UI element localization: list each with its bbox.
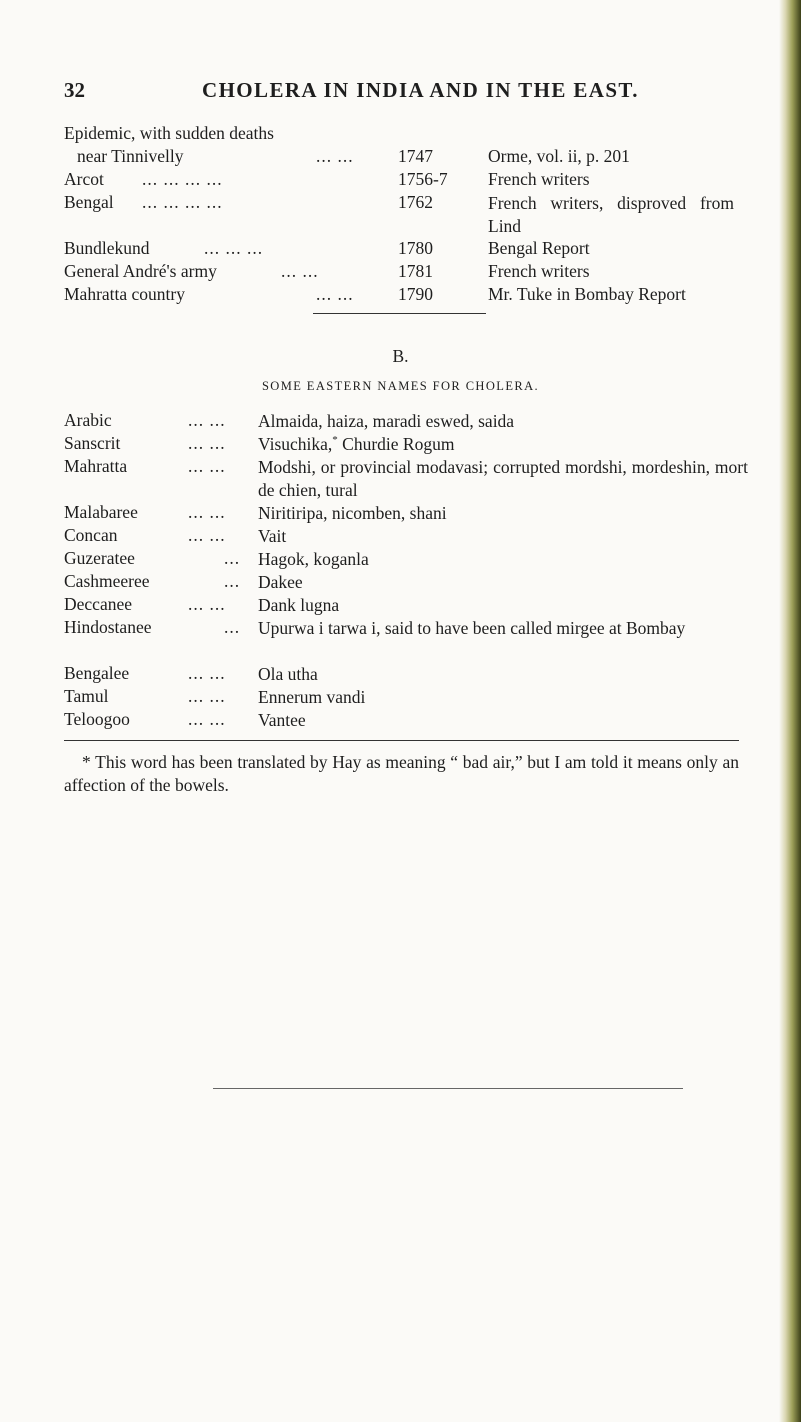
leader-dots: ... ... bbox=[316, 284, 354, 304]
cholera-names: Upurwa i tarwa i, said to have been called mirgee at Bombay bbox=[258, 618, 686, 638]
page-number: 32 bbox=[64, 78, 85, 102]
leader-dots: ... ... ... ... bbox=[142, 169, 223, 189]
epidemic-year: 1781 bbox=[398, 261, 433, 281]
epidemic-year: 1762 bbox=[398, 192, 433, 212]
leader-dots: ... ... bbox=[188, 709, 226, 729]
cholera-names: Ola utha bbox=[258, 664, 318, 684]
cholera-names: Vait bbox=[258, 526, 287, 546]
running-head: CHOLERA IN INDIA AND IN THE EAST. bbox=[202, 78, 639, 102]
leader-dots: ... ... bbox=[188, 456, 226, 476]
epidemic-place: near Tinnivelly bbox=[77, 146, 184, 166]
leader-dots: ... ... bbox=[188, 525, 226, 545]
language-label: Arabic bbox=[64, 410, 112, 430]
language-label: Teloogoo bbox=[64, 709, 130, 729]
epidemic-year: 1790 bbox=[398, 284, 433, 304]
cholera-names: Ennerum vandi bbox=[258, 687, 366, 707]
language-label: Bengalee bbox=[64, 663, 130, 683]
language-label: Deccanee bbox=[64, 594, 132, 614]
cholera-names: Niritiripa, nicomben, shani bbox=[258, 503, 447, 523]
section-letter: B. bbox=[392, 346, 409, 366]
leader-dots: ... ... bbox=[188, 502, 226, 522]
footnote-mark: * bbox=[332, 434, 338, 447]
cholera-names-part: Churdie Rogum bbox=[337, 434, 455, 454]
epidemic-place: General André's army bbox=[64, 261, 217, 281]
footnote bbox=[64, 751, 739, 797]
page-edge-shadow bbox=[779, 0, 801, 1422]
epidemic-source: French writers bbox=[488, 261, 590, 281]
language-label: Guzeratee bbox=[64, 548, 135, 568]
language-label: Malabaree bbox=[64, 502, 138, 522]
cholera-names bbox=[258, 433, 733, 456]
leader-dots: ... ... bbox=[316, 146, 354, 166]
language-label: Cashmeeree bbox=[64, 571, 150, 591]
cholera-names: Vantee bbox=[258, 710, 306, 730]
leader-dots: ... ... bbox=[281, 261, 319, 281]
epidemic-source: Orme, vol. ii, p. 201 bbox=[488, 146, 630, 166]
leader-dots: ... ... bbox=[188, 433, 226, 453]
cholera-names: Dank lugna bbox=[258, 595, 340, 615]
epidemic-source: French writers bbox=[488, 169, 590, 189]
language-label: Mahratta bbox=[64, 456, 128, 476]
epidemic-source: Mr. Tuke in Bombay Report bbox=[488, 284, 686, 304]
leader-dots: ... bbox=[224, 617, 241, 637]
leader-dots: ... bbox=[224, 571, 241, 591]
language-label: Hindostanee bbox=[64, 617, 152, 637]
epidemic-place: Bundlekund bbox=[64, 238, 150, 258]
cholera-names-part: Visuchika, bbox=[258, 434, 333, 454]
epidemic-year: 1780 bbox=[398, 238, 433, 258]
leader-dots: ... ... ... bbox=[204, 238, 264, 258]
epidemic-place: Mahratta country bbox=[64, 284, 185, 304]
cholera-names: Modshi, or provincial modavasi; corrupted mordshi, mordeshin, mort de chien, tural bbox=[258, 457, 748, 500]
epidemic-source: Bengal Report bbox=[488, 238, 590, 258]
epidemic-place: Arcot bbox=[64, 169, 104, 189]
cholera-names: Almaida, haiza, maradi eswed, saida bbox=[258, 411, 515, 431]
language-label: Sanscrit bbox=[64, 433, 121, 453]
leader-dots: ... ... bbox=[188, 686, 226, 706]
language-label: Tamul bbox=[64, 686, 109, 706]
leader-dots: ... ... bbox=[188, 594, 226, 614]
page-header bbox=[64, 78, 724, 104]
epidemic-source: French writers, disproved from Lind bbox=[488, 193, 734, 236]
footnote-mark: * bbox=[82, 752, 91, 772]
epidemic-year: 1756-7 bbox=[398, 169, 448, 189]
cholera-names: Dakee bbox=[258, 572, 303, 592]
epidemic-place: Epidemic, with sudden deaths bbox=[64, 123, 274, 143]
epidemic-year: 1747 bbox=[398, 146, 433, 166]
language-label: Concan bbox=[64, 525, 118, 545]
leader-dots: ... ... bbox=[188, 663, 226, 683]
section-subtitle: SOME EASTERN NAMES FOR CHOLERA. bbox=[261, 379, 540, 393]
leader-dots: ... ... ... ... bbox=[142, 192, 223, 212]
leader-dots: ... ... bbox=[188, 410, 226, 430]
epidemic-place: Bengal bbox=[64, 192, 114, 212]
cholera-names: Hagok, koganla bbox=[258, 549, 369, 569]
footnote-rule bbox=[64, 740, 739, 741]
footnote-text: This word has been translated by Hay as meaning “ bad air,” but I am told it means only an affection of the bowels. bbox=[64, 752, 739, 795]
page-bottom-rule bbox=[213, 1088, 683, 1089]
leader-dots: ... bbox=[224, 548, 241, 568]
section-divider bbox=[313, 313, 486, 314]
